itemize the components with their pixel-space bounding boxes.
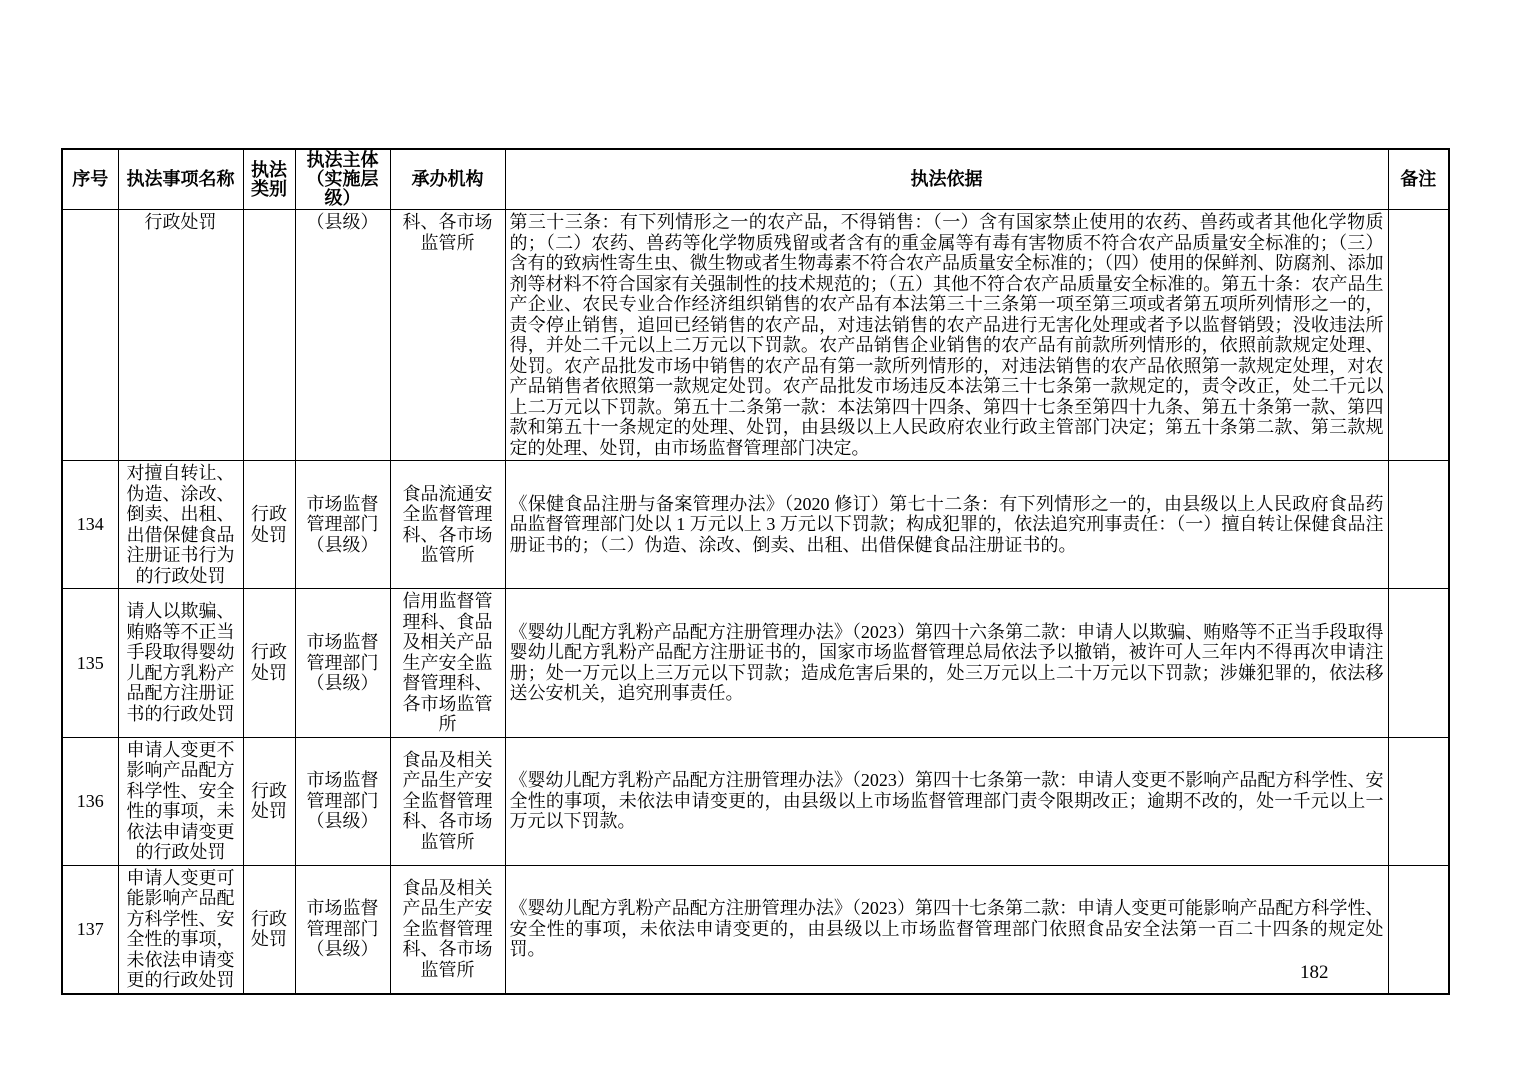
table-row-134 xyxy=(62,461,1449,589)
cell-agency: 食品及相关产品生产安全监督管理科、各市场监管所 xyxy=(390,865,505,994)
cell-basis: 第三十三条：有下列情形之一的农产品，不得销售：（一）含有国家禁止使用的农药、兽药或者其他化学物质的；（二）农药、兽药等化学物质残留或者含有的重金属等有毒有害物质不符合农产品质量安全标准的；（三）含有的致病性寄生虫、微生物或者生物毒素不符合农产品质量安全标准的；（四）使用的保鲜剂、防腐剂、添加剂等材料不符合国家有关强制性的技术规范的；（五）其他不符合农产品质量安全标准的。第五十条：农产品生产企业、农民专业合作经济组织销售的农产品有本法第三十三条第一项至第三项或者第五项所列情形之一的，责令停止销售，追回已经销售的农产品，对违法销售的农产品进行无害化处理或者予以监督销毁；没收违法所得，并处二千元以上二万元以下罚款。农产品销售企业销售的农产品有前款所列情形的，依照前款规定处理、处罚。农产品批发市场中销售的农产品有第一款所列情形的，对违法销售的农产品依照第一款规定处理，对农产品销售者依照第一款规定处罚。农产品批发市场违反本法第三十七条第一款规定的，责令改正，处二千元以上二万元以下罚款。第五十二条第一款：本法第四十四条、第四十七条至第四十九条、第五十条第一款、第四款和第五十一条规定的处理、处罚，由县级以上人民政府农业行政主管部门决定；第五十条第二款、第三款规定的处理、处罚，由市场监督管理部门决定。 xyxy=(505,210,1388,461)
cell-item-name: 申请人变更可能影响产品配方科学性、安全性的事项，未依法申请变更的行政处罚 xyxy=(118,865,243,994)
cell-subject: 市场监督管理部门（县级） xyxy=(295,865,390,994)
cell-item-name: 行政处罚 xyxy=(118,210,243,461)
cell-item-name: 请人以欺骗、贿赂等不正当手段取得婴幼儿配方乳粉产品配方注册证书的行政处罚 xyxy=(118,589,243,738)
cell-agency: 食品流通安全监督管理科、各市场监管所 xyxy=(390,461,505,589)
cell-subject: 市场监督管理部门（县级） xyxy=(295,589,390,738)
cell-basis: 《婴幼儿配方乳粉产品配方注册管理办法》（2023）第四十七条第二款：申请人变更可能影响产品配方科学性、安全性的事项，未依法申请变更的，由县级以上市场监督管理部门依照食品安全法第一百二十四条的规定处罚。 xyxy=(505,865,1388,994)
col-header-basis: 执法依据 xyxy=(505,149,1388,210)
cell-remarks xyxy=(1388,589,1449,738)
col-header-category: 执法类别 xyxy=(243,149,295,210)
col-header-remarks: 备注 xyxy=(1388,149,1449,210)
col-header-item-name: 执法事项名称 xyxy=(118,149,243,210)
table-row-137 xyxy=(62,865,1449,994)
col-header-subject: 执法主体（实施层级） xyxy=(295,149,390,210)
cell-category: 行政处罚 xyxy=(243,461,295,589)
cell-category: 行政处罚 xyxy=(243,865,295,994)
cell-category: 行政处罚 xyxy=(243,589,295,738)
cell-agency: 科、各市场监管所 xyxy=(390,210,505,461)
cell-seq: 135 xyxy=(62,589,118,738)
cell-remarks xyxy=(1388,210,1449,461)
page-number: 182 xyxy=(1300,962,1329,983)
cell-subject: 市场监督管理部门（县级） xyxy=(295,461,390,589)
cell-agency: 信用监督管理科、食品及相关产品生产安全监督管理科、各市场监管所 xyxy=(390,589,505,738)
cell-basis: 《保健食品注册与备案管理办法》（2020 修订）第七十二条：有下列情形之一的，由县级以上人民政府食品药品监督管理部门处以 1 万元以上 3 万元以下罚款；构成犯罪的，依法追究刑事责任：（一）擅自转让保健食品注册证书的；（二）伪造、涂改、倒卖、出租、出借保健食品注册证书的。 xyxy=(505,461,1388,589)
table-header-row xyxy=(62,149,1449,210)
col-header-agency: 承办机构 xyxy=(390,149,505,210)
cell-item-name: 对擅自转让、伪造、涂改、倒卖、出租、出借保健食品注册证书行为的行政处罚 xyxy=(118,461,243,589)
cell-basis: 《婴幼儿配方乳粉产品配方注册管理办法》（2023）第四十七条第一款：申请人变更不影响产品配方科学性、安全性的事项，未依法申请变更的，由县级以上市场监督管理部门责令限期改正；逾期不改的，处一千元以上一万元以下罚款。 xyxy=(505,737,1388,865)
cell-seq: 137 xyxy=(62,865,118,994)
enforcement-items-table xyxy=(61,148,1450,995)
cell-seq: 136 xyxy=(62,737,118,865)
cell-seq xyxy=(62,210,118,461)
cell-remarks xyxy=(1388,737,1449,865)
cell-category: 行政处罚 xyxy=(243,737,295,865)
cell-remarks xyxy=(1388,865,1449,994)
cell-subject: （县级） xyxy=(295,210,390,461)
cell-basis: 《婴幼儿配方乳粉产品配方注册管理办法》（2023）第四十六条第二款：申请人以欺骗、贿赂等不正当手段取得婴幼儿配方乳粉产品配方注册证书的，国家市场监督管理总局依法予以撤销，被许可人三年内不得再次申请注册；处一万元以上三万元以下罚款；造成危害后果的，处三万元以上二十万元以下罚款；涉嫌犯罪的，依法移送公安机关，追究刑事责任。 xyxy=(505,589,1388,738)
cell-item-name: 申请人变更不影响产品配方科学性、安全性的事项，未依法申请变更的行政处罚 xyxy=(118,737,243,865)
cell-category xyxy=(243,210,295,461)
cell-subject: 市场监督管理部门（县级） xyxy=(295,737,390,865)
cell-agency: 食品及相关产品生产安全监督管理科、各市场监管所 xyxy=(390,737,505,865)
table-row-136 xyxy=(62,737,1449,865)
table-row-135 xyxy=(62,589,1449,738)
col-header-seq: 序号 xyxy=(62,149,118,210)
cell-remarks xyxy=(1388,461,1449,589)
cell-seq: 134 xyxy=(62,461,118,589)
table-row-continuation xyxy=(62,210,1449,461)
